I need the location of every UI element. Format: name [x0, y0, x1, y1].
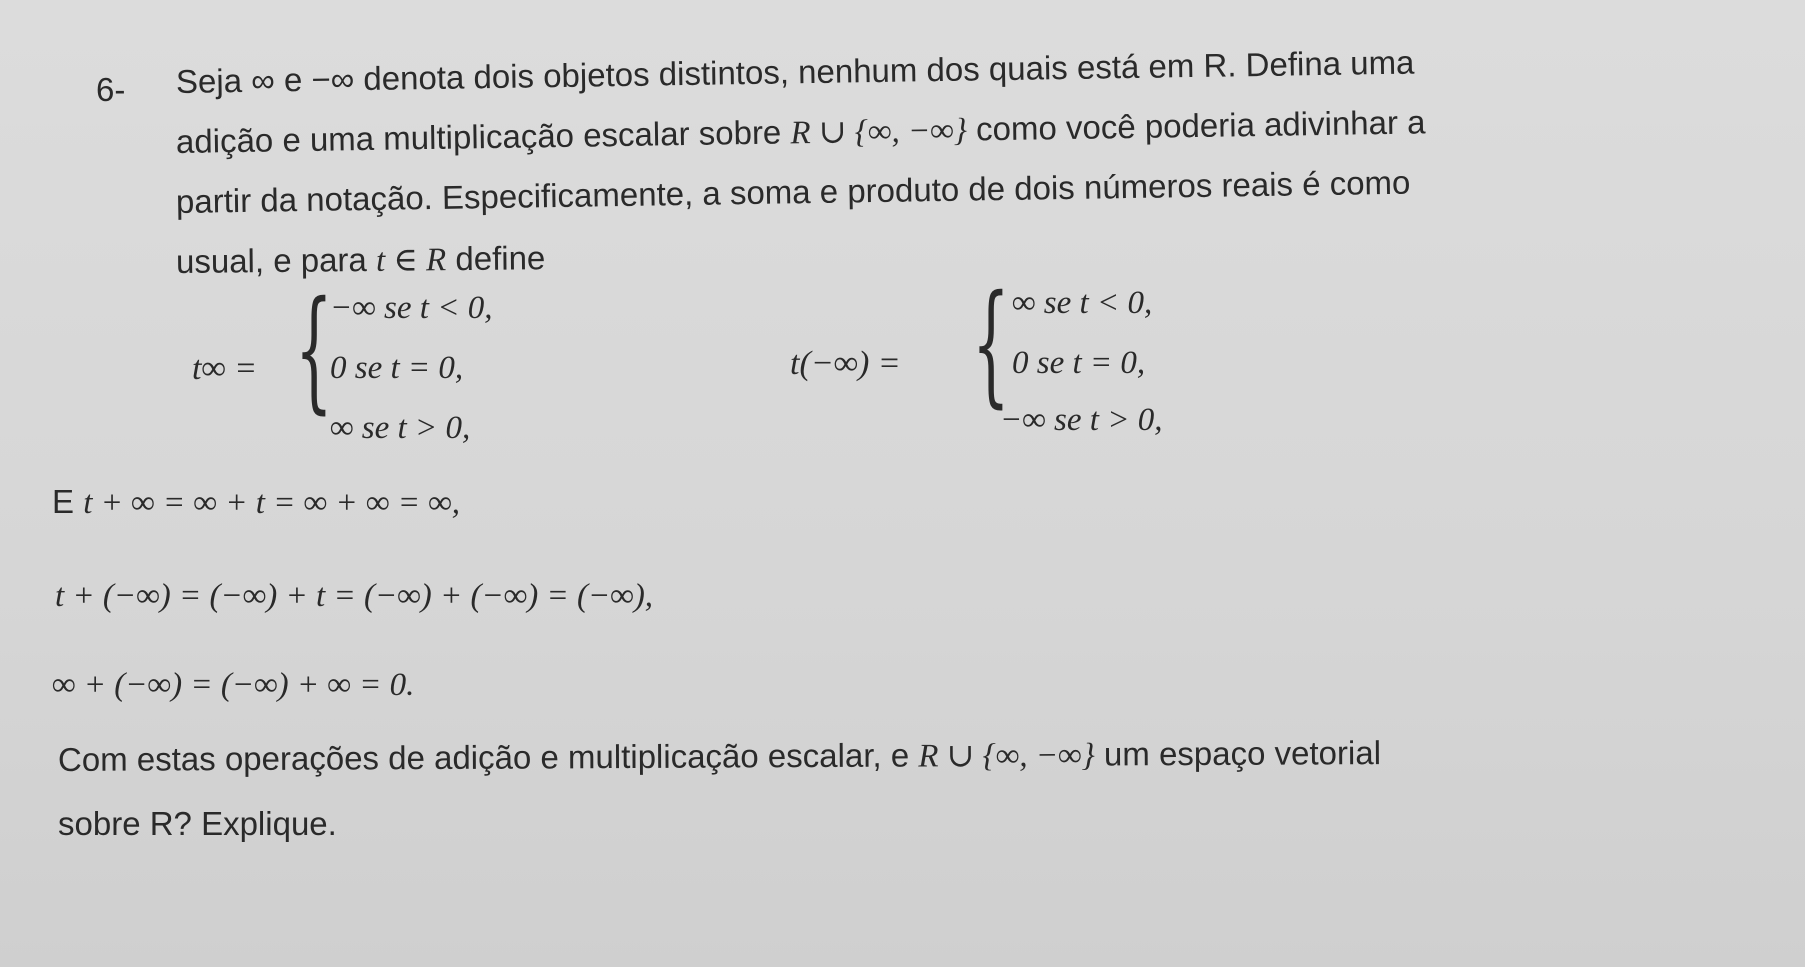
- equation-1-prefix: E: [52, 483, 84, 520]
- def1-lhs: t∞ =: [192, 350, 258, 387]
- def2-lhs: t(−∞) =: [790, 345, 901, 382]
- def1-brace: {: [295, 273, 333, 427]
- def2-case-2: 0 se t = 0,: [1012, 345, 1146, 381]
- equation-1-expr: t + ∞ = ∞ + t = ∞ + ∞ = ∞,: [83, 485, 461, 521]
- def1-case-2: 0 se t = 0,: [330, 350, 464, 386]
- def2-case-1: ∞ se t < 0,: [1012, 285, 1153, 321]
- equation-2: t + (−∞) = (−∞) + t = (−∞) + (−∞) = (−∞),: [55, 578, 654, 614]
- question-set-notation: R ∪ {∞, −∞}: [918, 737, 1095, 775]
- set-notation: R ∪ {∞, −∞}: [790, 112, 968, 152]
- problem-line-2: [176, 102, 1426, 163]
- problem-line-4: [176, 238, 546, 283]
- def2-case-3: −∞ se t > 0,: [1000, 402, 1163, 438]
- equation-3: ∞ + (−∞) = (−∞) + ∞ = 0.: [52, 667, 415, 703]
- problem-line-4-text-b: define: [446, 239, 546, 278]
- problem-line-2-text-a: adição e uma multiplicação escalar sobre: [175, 113, 791, 160]
- problem-line-1: Seja ∞ e −∞ denota dois objetos distintos, nenhum dos quais está em R. Defina uma: [175, 43, 1415, 100]
- def1-case-1: −∞ se t < 0,: [330, 290, 493, 326]
- problem-line-4-text-a: usual, e para: [175, 240, 377, 280]
- problem-line-3: partir da notação. Especificamente, a soma e produto de dois números reais é como: [175, 163, 1411, 220]
- t-in-r: t ∈ R: [375, 242, 447, 279]
- def2-brace: {: [972, 267, 1010, 421]
- problem-number: 6-: [96, 71, 126, 108]
- question-line-1-text-a: Com estas operações de adição e multiplicação escalar, e: [57, 736, 919, 778]
- question-line-1-text-b: um espaço vetorial: [1094, 734, 1382, 773]
- equation-1: [52, 482, 460, 523]
- def1-case-3: ∞ se t > 0,: [330, 410, 471, 446]
- question-line-2: sobre R? Explique.: [58, 805, 337, 842]
- problem-line-2-text-b: como você poderia adivinhar a: [966, 103, 1426, 148]
- question-line-1: [58, 733, 1381, 781]
